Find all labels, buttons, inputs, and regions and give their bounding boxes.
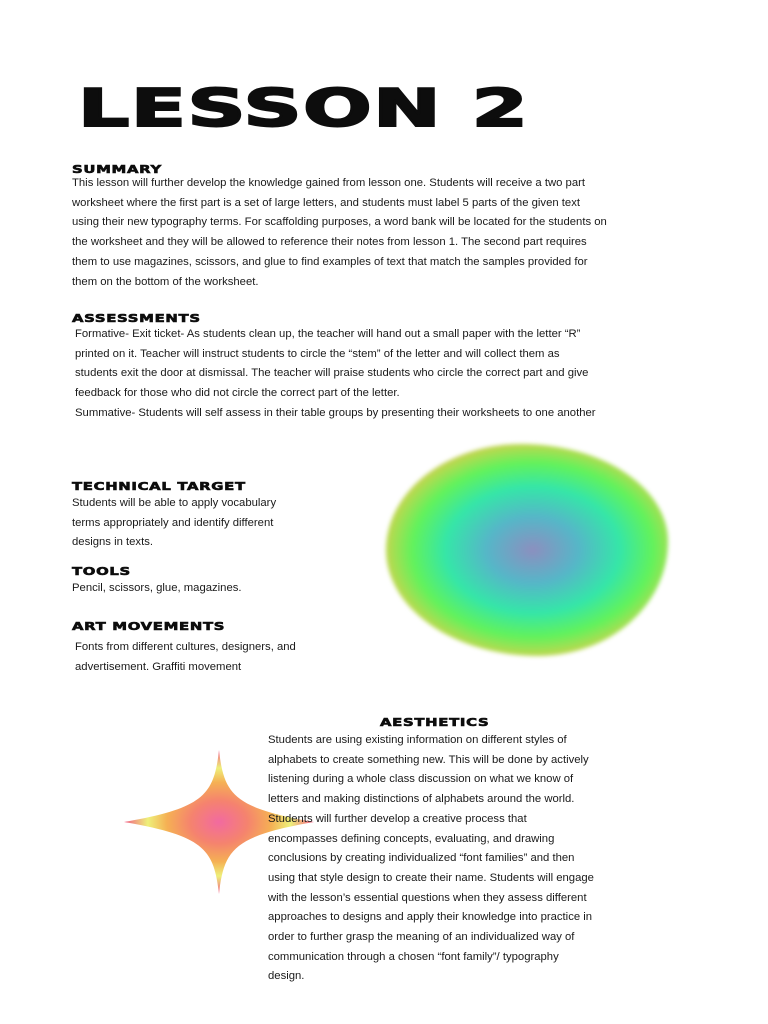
summary-line: the worksheet and they will be allowed to reference their notes from lesson 1. The second part requires	[72, 236, 587, 249]
aesthetics-line: conclusions by creating individualized “font families” and then	[268, 852, 575, 865]
aesthetics-heading: AESTHETICS	[380, 716, 490, 729]
art-movements-line: Fonts from different cultures, designers, and	[75, 641, 296, 653]
assessments-heading: ASSESSMENTS	[72, 312, 201, 325]
summary-heading: SUMMARY	[72, 163, 162, 176]
aesthetics-line: Students will further develop a creative process that	[268, 812, 527, 825]
summary-line: worksheet where the first part is a set of large letters, and students must label 5 parts of the given text	[72, 196, 580, 209]
summary-text	[72, 174, 712, 292]
aesthetics-text	[268, 731, 668, 987]
assessments-line: Summative- Students will self assess in their table groups by presenting their worksheets to one another	[75, 406, 596, 419]
summary-line: them on the bottom of the worksheet.	[72, 275, 259, 288]
aesthetics-line: with the lesson’s essential questions when they assess different	[268, 891, 587, 904]
aesthetics-line: encompasses defining concepts, evaluating, and drawing	[268, 832, 555, 845]
summary-line: using their new typography terms. For scaffolding purposes, a word bank will be located for the students on	[72, 216, 607, 229]
assessments-line: students exit the door at dismissal. The teacher will praise students who circle the correct part and give	[75, 367, 589, 380]
tools-line: Pencil, scissors, glue, magazines.	[72, 582, 242, 594]
assessments-line: feedback for those who did not circle the correct part of the letter.	[75, 387, 400, 400]
assessments-line: Formative- Exit ticket- As students clean up, the teacher will hand out a small paper with the letter “R”	[75, 328, 581, 340]
aesthetics-line: Students are using existing information on different styles of	[268, 734, 567, 746]
art-movements-heading: ART MOVEMENTS	[72, 620, 226, 633]
technical-target-line: Students will be able to apply vocabulary	[72, 497, 277, 509]
gradient-blob	[386, 444, 668, 656]
page-title: LESSON 2	[78, 79, 530, 139]
art-movements-text	[75, 638, 365, 677]
tools-heading: TOOLS	[72, 565, 131, 578]
technical-target-text	[72, 494, 352, 553]
technical-target-heading: TECHNICAL TARGET	[72, 480, 246, 493]
art-movements-line: advertisement. Graffiti movement	[75, 660, 242, 673]
tools-text	[72, 579, 352, 599]
aesthetics-line: alphabets to create something new. This will be done by actively	[268, 753, 589, 766]
summary-line: them to use magazines, scissors, and glue to find examples of text that match the samples provided for	[72, 255, 588, 268]
aesthetics-line: letters and making distinctions of alphabets around the world.	[268, 793, 575, 806]
aesthetics-line: order to further grasp the meaning of an individualized way of	[268, 931, 575, 944]
summary-line: This lesson will further develop the knowledge gained from lesson one. Students will receive a two part	[72, 177, 586, 189]
aesthetics-line: listening during a whole class discussion on what we know of	[268, 773, 574, 786]
assessments-text	[75, 325, 715, 424]
technical-target-line: designs in texts.	[72, 536, 154, 549]
assessments-line: printed on it. Teacher will instruct students to circle the “stem” of the letter and will collect them as	[75, 347, 560, 360]
aesthetics-line: design.	[268, 970, 305, 983]
aesthetics-line: communication through a chosen “font family”/ typography	[268, 950, 559, 963]
aesthetics-line: using that style design to create their name. Students will engage	[268, 871, 594, 884]
aesthetics-line: approaches to designs and apply their knowledge into practice in	[268, 911, 593, 924]
technical-target-line: terms appropriately and identify different	[72, 516, 274, 529]
